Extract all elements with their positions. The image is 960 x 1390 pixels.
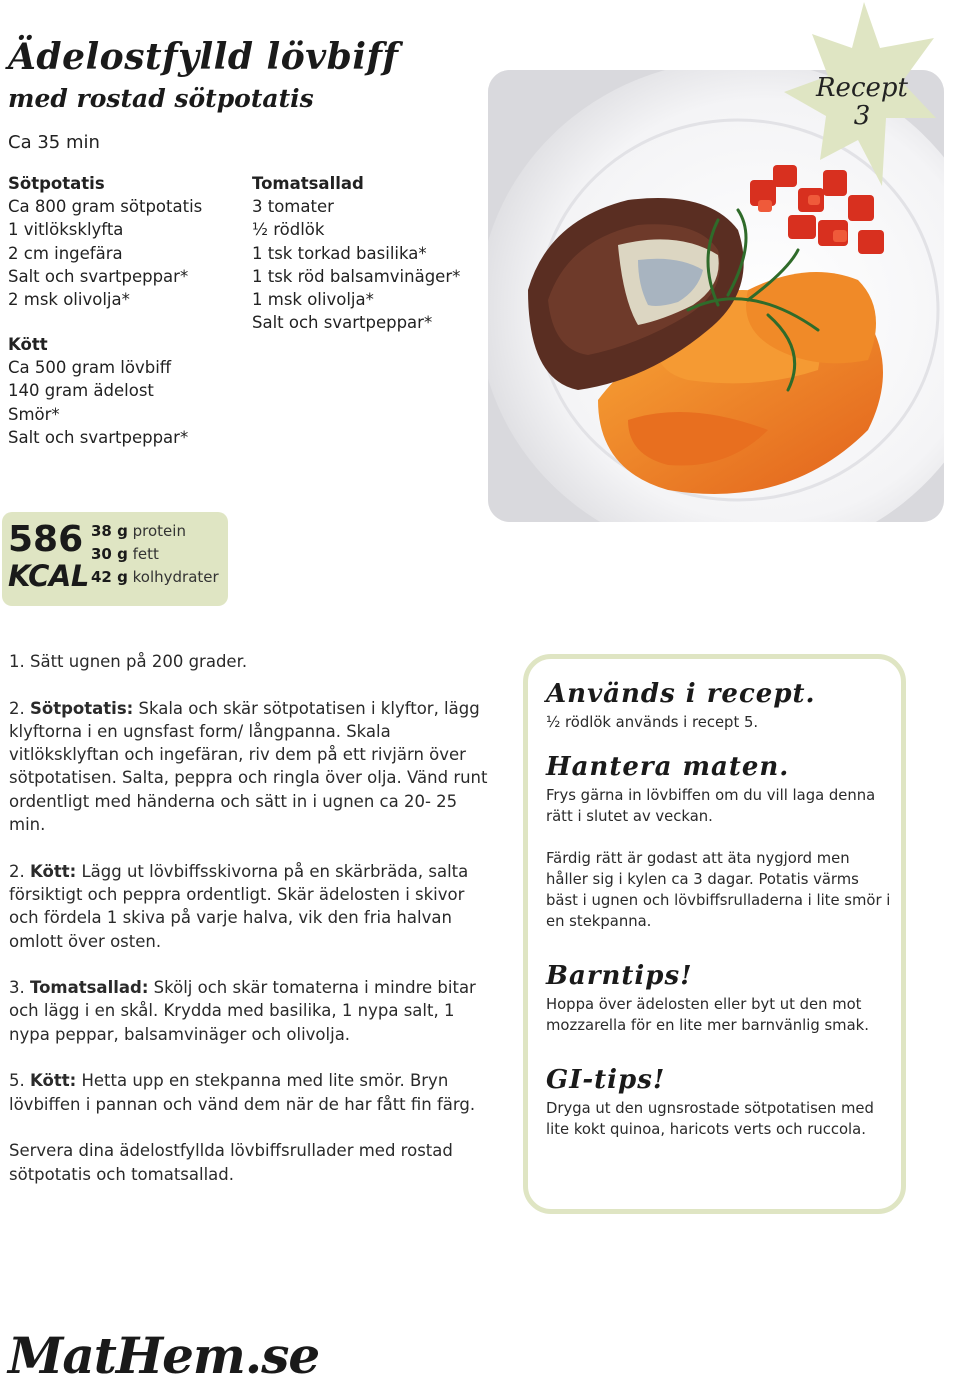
gi-text: Dryga ut den ugnsrostade sötpotatisen med lite kokt quinoa, haricots verts och ruccola. (546, 1100, 874, 1138)
ingredient-item: 2 msk olivolja* (8, 290, 130, 310)
recipe-title: Ädelostfylld lövbiff (8, 36, 399, 78)
ingredient-heading: Kött (8, 335, 48, 354)
ingredient-item: Salt och svartpeppar* (8, 266, 189, 286)
ingredient-item: 2 cm ingefära (8, 243, 123, 263)
macro-protein: 38 g protein (91, 522, 186, 540)
handle-text-1: Frys gärna in lövbiffen om du vill laga denna rätt i slutet av veckan. (546, 787, 876, 825)
recipe-badge-label: Recept (815, 73, 908, 103)
cooking-time: Ca 35 min (8, 132, 100, 153)
ingredient-item: Salt och svartpeppar* (252, 313, 433, 333)
recipe-badge-number: 3 (853, 101, 871, 131)
brand-logo: MatHem.se (8, 1326, 320, 1385)
recipe-subtitle: med rostad sötpotatis (8, 84, 314, 113)
ingredients-meat (8, 333, 188, 449)
handle-text-2: Färdig rätt är godast att äta nygjord men håller sig i kylen ca 3 dagar. Potatis värms bäst i ugnen och lövbiffsrulladerna i lite smör i en stekpanna. (546, 850, 891, 930)
used-in-heading: Används i recept. (546, 679, 816, 709)
ingredient-item: 1 msk olivolja* (252, 290, 374, 310)
step: 1. Sätt ugnen på 200 grader. (9, 652, 248, 671)
serving-note: Servera dina ädelostfyllda lövbiffsrullader med rostad sötpotatis och tomatsallad. (9, 1141, 453, 1184)
ingredient-item: ½ rödlök (252, 220, 325, 240)
ingredients-tomato-salad (252, 172, 460, 334)
recipe-number-label (800, 74, 924, 130)
ingredient-heading: Sötpotatis (8, 174, 105, 193)
ingredient-item: Smör* (8, 404, 60, 424)
macro-fat: 30 g fett (91, 545, 159, 563)
ingredient-item: Ca 500 gram lövbiff (8, 358, 172, 378)
ingredient-item: Ca 800 gram sötpotatis (8, 197, 203, 217)
kids-text: Hoppa över ädelosten eller byt ut den mot mozzarella för en lite mer barnvänlig smak. (546, 996, 869, 1034)
ingredient-item: 1 tsk torkad basilika* (252, 243, 427, 263)
ingredients-sweet-potato (8, 172, 202, 311)
ingredient-item: 1 vitlöksklyfta (8, 220, 124, 240)
kcal-value: 586 (8, 519, 84, 560)
step: 3. Tomatsallad: Skölj och skär tomaterna i mindre bitar och lägg i en skål. Krydda med basilika, 1 nypa salt, 1 nypa peppar, balsamvinäger och olivolja. (9, 978, 476, 1044)
step: 5. Kött: Hetta upp en stekpanna med lite smör. Bryn lövbiffen i pannan och vänd dem när de har fått fin färg. (9, 1071, 476, 1114)
step: 2. Kött: Lägg ut lövbiffsskivorna på en skärbräda, salta försiktigt och peppra ordentligt. Skär ädelosten i skivor och fördela 1 skiva på varje halva, vik den fria halvan omlott över osten. (9, 861, 469, 951)
instructions (9, 650, 489, 1209)
ingredient-item: 140 gram ädelost (8, 381, 154, 401)
gi-heading: GI-tips! (546, 1065, 666, 1095)
kcal-unit: KCAL (8, 559, 89, 593)
macros-list (91, 520, 219, 589)
ingredient-heading: Tomatsallad (252, 174, 364, 193)
used-in-text: ½ rödlök används i recept 5. (546, 714, 759, 731)
ingredient-item: Salt och svartpeppar* (8, 427, 189, 447)
kids-heading: Barntips! (546, 961, 693, 991)
tips-content (546, 676, 891, 1140)
macro-carbs: 42 g kolhydrater (91, 568, 219, 586)
handle-heading: Hantera maten. (546, 752, 790, 782)
ingredient-item: 1 tsk röd balsamvinäger* (252, 266, 461, 286)
ingredient-item: 3 tomater (252, 197, 334, 217)
step: 2. Sötpotatis: Skala och skär sötpotatisen i klyftor, lägg klyftorna i en ugnsfast form/ långpanna. Skala vitlöksklyftan och ingefäran, riv dem på ett rivjärn över sötpotatisen. Salta, peppra och ringla över olja. Vänd runt ordentligt med händerna och sätt in i ugnen ca 20- 25 min. (9, 698, 488, 835)
